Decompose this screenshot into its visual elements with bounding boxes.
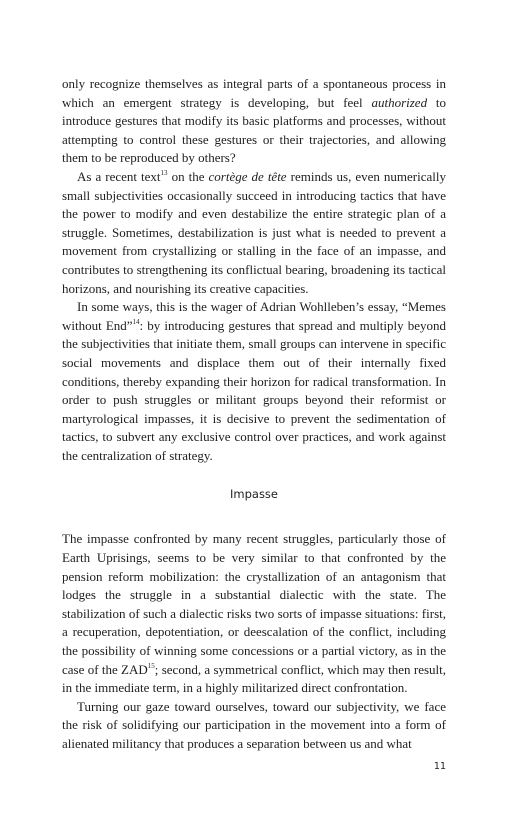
paragraph: The impasse confronted by many recent struggles, particularly those of Earth Uprisings, seems to be very similar to that confronted by the pension reform mobilization: the crystallization of an antagonism that lodges the struggle in a substantial dialectic with the state. The stabilization of such a dialectic risks two sorts of impasse situations: first, a recuperation, depotentiation, or deescalation of the conflict, including the possibility of winning some concessions or a partial victory, as in the case of the ZAD$^{15}$; second, a symmetrical conflict, which may then result, in the immediate term, in a highly militarized direct confrontation. xyxy=(62,531,446,696)
paragraph: As a recent text$^{13}$ on the cortège de tête reminds us, even numerically small subjectivities occasionally succeed in introducing tactics that have the power to modify and even destabilize the entire strategic plan of a struggle. Sometimes, destabilization is just what is needed to prevent a movement from crystallizing or stalling in the face of an impasse, and contributes to strengthening its conflictual bearing, broadening its tactical horizons, and nourishing its creative capacities. xyxy=(62,168,447,296)
emphasis: authorized xyxy=(371,94,428,110)
page-body xyxy=(62,75,446,754)
paragraph: Turning our gaze toward ourselves, toward our subjectivity, we face the risk of solidifying our participation in the movement into a form of alienated militancy that produces a separation between us and what xyxy=(62,698,446,751)
page-number: 11 xyxy=(433,761,446,772)
emphasis: cortège de tête xyxy=(208,168,287,184)
paragraph: In some ways, this is the wager of Adrian Wohlleben’s essay, “Memes without End”$^{14}$: by introducing gestures that spread and multiply beyond the subjectivities that initiate them, small groups can intervene in specific social movements and displace them out of their internally fixed conditions, thereby expanding their horizon for radical transformation. In order to push struggles or militant groups beyond their reformist or martyrological impasses, it is decisive to prevent the sedimentation of tactics, to subvert any exclusive control over practices, and work against the centralization of strategy. xyxy=(62,299,447,463)
section-heading: Impasse xyxy=(230,487,278,502)
footnote-ref[interactable]: 15 xyxy=(147,661,155,670)
footnote-ref[interactable]: 14 xyxy=(132,317,140,326)
paragraph-continuation: only recognize themselves as integral parts of a spontaneous process in which an emergent strategy is developing, but feel authorized to introduce gestures that modify its basic platforms and processes, without attempting to control these gestures or their trajectories, and allowing them to be reproduced by others? xyxy=(62,76,446,166)
footnote-ref[interactable]: 13 xyxy=(160,168,168,177)
